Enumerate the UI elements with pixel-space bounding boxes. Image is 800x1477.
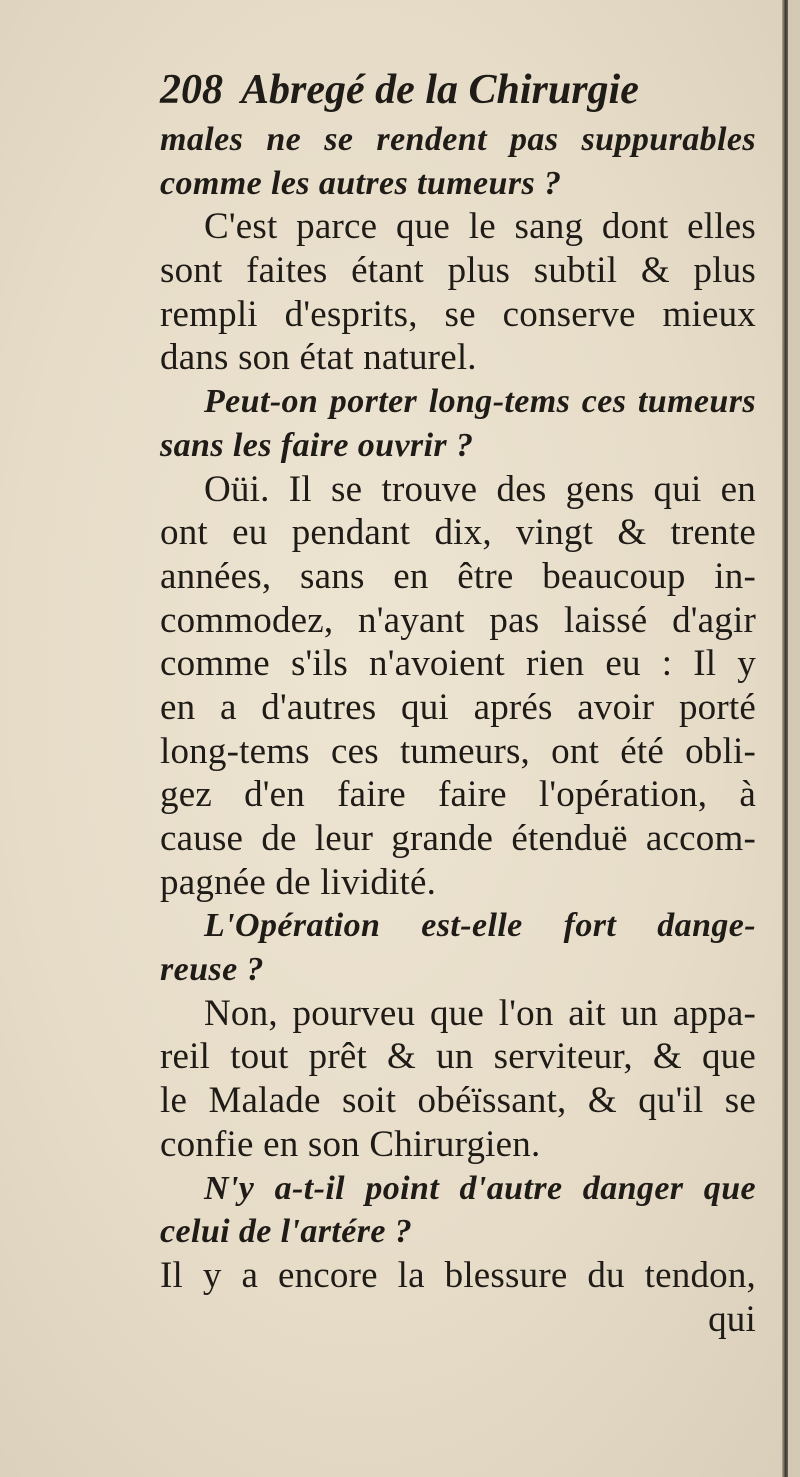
answer-line: le Malade soit obéïssant, & qu'il se bbox=[160, 1080, 756, 1122]
answer-line: en a d'autres qui aprés avoir porté bbox=[160, 686, 756, 728]
question-line: L'Opération est-elle fort dange- bbox=[204, 907, 756, 945]
answer-line: rempli d'esprits, se conserve mieux bbox=[160, 293, 756, 335]
answer-line: Oüi. Il se trouve des gens qui en bbox=[204, 468, 756, 510]
running-title: Abregé de la Chirurgie bbox=[241, 67, 639, 113]
question-line: N'y a-t-il point d'autre danger que bbox=[204, 1169, 756, 1207]
answer-line: reil tout prêt & un serviteur, & que bbox=[160, 1036, 756, 1078]
question-line: reuse ? bbox=[160, 951, 264, 989]
answer-line: sont faites étant plus subtil & plus bbox=[160, 250, 756, 292]
answer-line: comme s'ils n'avoient rien eu : Il y bbox=[160, 643, 756, 685]
answer-line: Non, pourveu que l'on ait un appa- bbox=[204, 992, 756, 1034]
catchword: qui bbox=[708, 1298, 756, 1340]
question-line: males ne se rendent pas suppurables bbox=[160, 121, 756, 158]
question-line: Peut-on porter long-tems ces tumeurs bbox=[204, 383, 756, 421]
question-line: comme les autres tumeurs ? bbox=[160, 164, 562, 202]
running-header bbox=[160, 62, 792, 118]
answer-line: commodez, n'ayant pas laissé d'agir bbox=[160, 599, 756, 641]
answer-line: ont eu pendant dix, vingt & trente bbox=[160, 512, 756, 554]
page-text bbox=[160, 62, 792, 1341]
answer-line: dans son état naturel. bbox=[160, 337, 477, 379]
answer-line: confie en son Chirurgien. bbox=[160, 1123, 541, 1165]
question-line: celui de l'artére ? bbox=[160, 1213, 413, 1251]
question-line: sans les faire ouvrir ? bbox=[160, 426, 474, 464]
answer-line: C'est parce que le sang dont elles bbox=[204, 206, 756, 248]
answer-line: pagnée de lividité. bbox=[160, 861, 437, 903]
answer-line: gez d'en faire faire l'opération, à bbox=[160, 774, 756, 816]
answer-line: cause de leur grande étenduë accom- bbox=[160, 818, 756, 859]
answer-line: Il y a encore la blessure du tendon, bbox=[160, 1254, 756, 1296]
answer-line: long-tems ces tumeurs, ont été obli- bbox=[160, 730, 756, 772]
answer-line: années, sans en être beaucoup in- bbox=[160, 555, 756, 597]
page-number: 208 bbox=[160, 67, 223, 113]
